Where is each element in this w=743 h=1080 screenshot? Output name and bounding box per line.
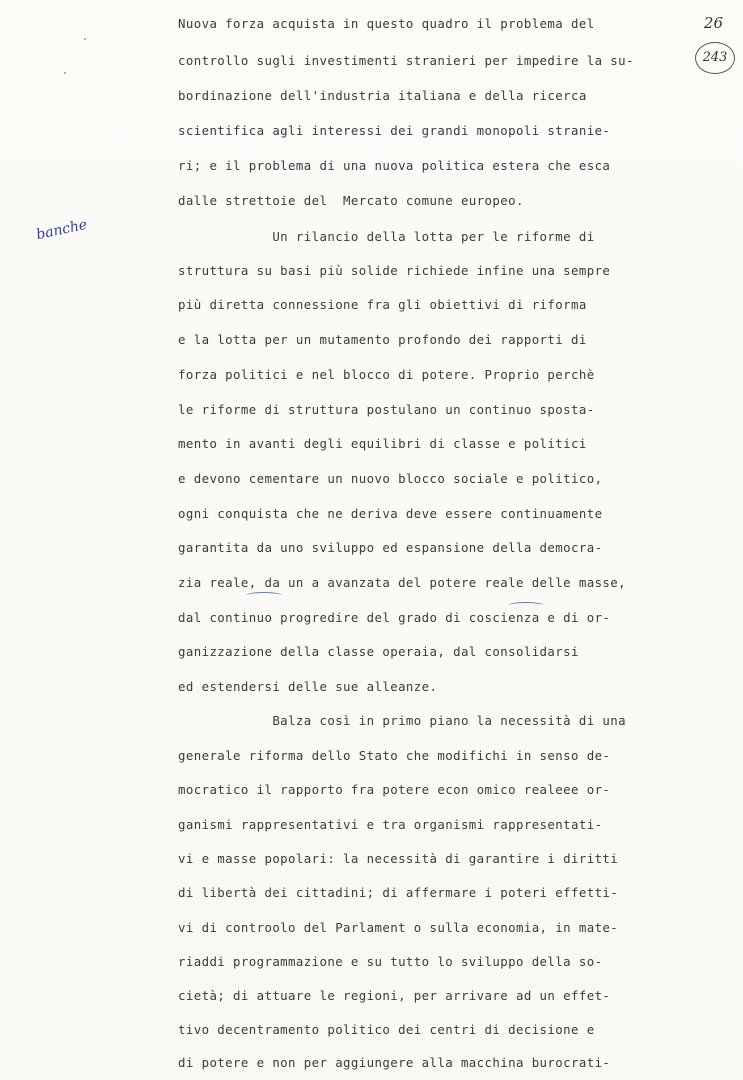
ink-underline-mark [246, 592, 282, 599]
text-line: e devono cementare un nuovo blocco sociale e politico, [178, 471, 603, 486]
text-line: dalle strettoie del Mercato comune europeo. [178, 193, 524, 208]
text-line: generale riforma dello Stato che modifichi in senso de- [178, 748, 611, 763]
text-line: Un rilancio della lotta per le riforme di [178, 229, 595, 244]
text-line: garantita da uno sviluppo ed espansione della democra- [178, 540, 603, 555]
margin-note: banche [34, 216, 89, 244]
text-line: vi e masse popolari: la necessità di garantire i diritti [178, 851, 619, 866]
text-line: più diretta connessione fra gli obiettivi di riforma [178, 297, 587, 312]
text-line: forza politici e nel blocco di potere. Proprio perchè [178, 367, 595, 382]
text-line: dal continuo progredire del grado di coscienza e di or- [178, 610, 611, 625]
text-line: di libertà dei cittadini; di affermare i poteri effetti- [178, 885, 619, 900]
paper-speck [64, 72, 66, 74]
text-line: ri; e il problema di una nuova politica estera che esca [178, 158, 611, 173]
text-line: mento in avanti degli equilibri di classe e politici [178, 436, 587, 451]
paper-speck [84, 38, 86, 40]
text-line: Nuova forza acquista in questo quadro il problema del [178, 16, 595, 31]
circled-page-number: 243 [695, 42, 735, 74]
text-line: di potere e non per aggiungere alla macchina burocrati- [178, 1055, 611, 1070]
text-line: controllo sugli investimenti stranieri per impedire la su- [178, 53, 634, 68]
text-line: ganismi rappresentativi e tra organismi rappresentati- [178, 817, 603, 832]
text-line: tivo decentramento politico dei centri di decisione e [178, 1022, 595, 1037]
page-number: 26 [703, 14, 723, 32]
text-line: ganizzazione della classe operaia, dal consolidarsi [178, 644, 579, 659]
text-line: riaddi programmazione e su tutto lo sviluppo della so- [178, 954, 603, 969]
text-line: e la lotta per un mutamento profondo dei rapporti di [178, 332, 587, 347]
text-line: scientifica agli interessi dei grandi monopoli stranie- [178, 123, 611, 138]
text-line: bordinazione dell'industria italiana e della ricerca [178, 88, 587, 103]
text-line: le riforme di struttura postulano un continuo sposta- [178, 402, 595, 417]
text-line: mocratico il rapporto fra potere econ omico realeee or- [178, 782, 611, 797]
text-line: zia reale, da un a avanzata del potere reale delle masse, [178, 575, 627, 590]
text-line: cietà; di attuare le regioni, per arrivare ad un effet- [178, 988, 611, 1003]
text-line: Balza così in primo piano la necessità di una [178, 713, 627, 728]
text-line: vi di controolo del Parlament o sulla economia, in mate- [178, 920, 619, 935]
ink-underline-mark [508, 602, 544, 609]
text-line: ed estendersi delle sue alleanze. [178, 679, 438, 694]
text-line: struttura su basi più solide richiede infine una sempre [178, 263, 611, 278]
text-line: ogni conquista che ne deriva deve essere continuamente [178, 506, 603, 521]
